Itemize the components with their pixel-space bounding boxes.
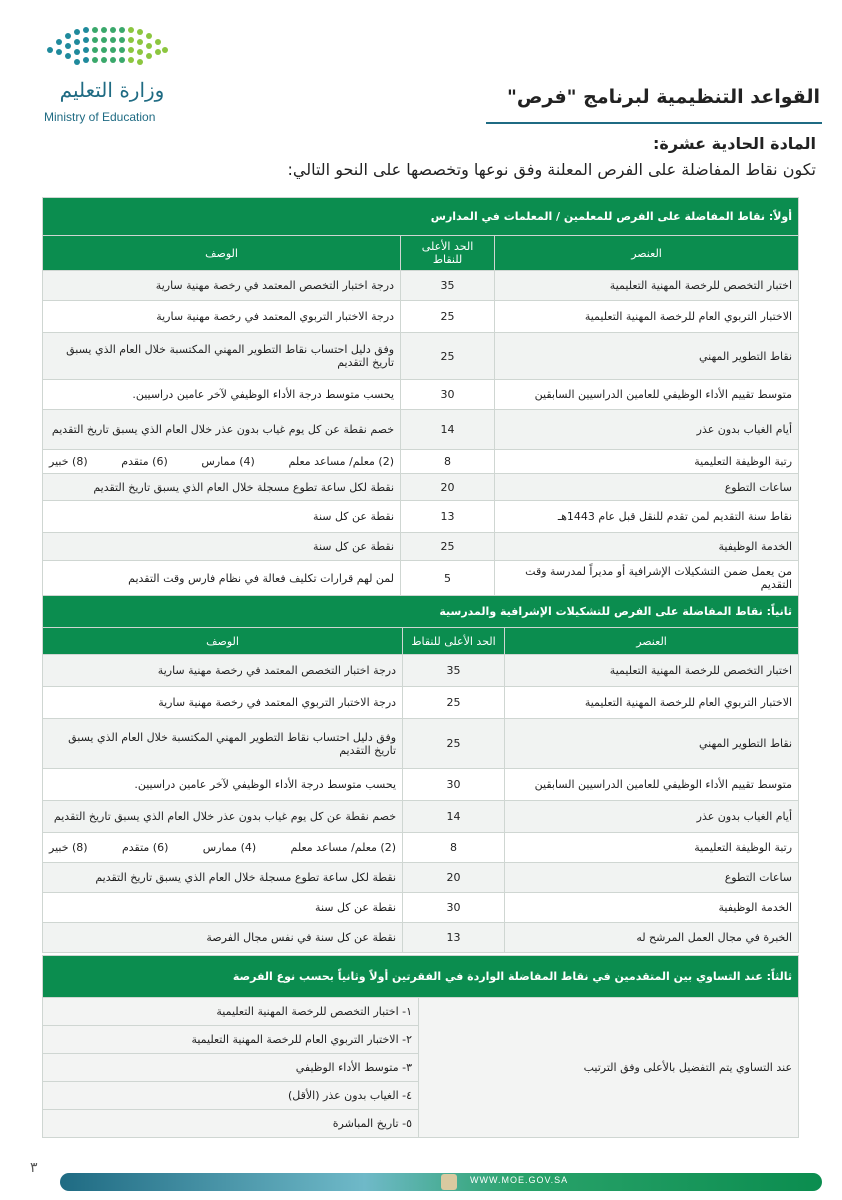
max-points-cell: 20 [401,474,495,501]
column-header-description: الوصف [43,236,401,271]
description-cell: يحسب متوسط درجة الأداء الوظيفي لآخر عامين دراسيين. [43,380,401,410]
description-cell: درجة اختبار التخصص المعتمد في رخصة مهنية سارية [43,655,403,687]
column-header-element: العنصر [495,236,799,271]
rank-label: (4) ممارس [201,455,255,468]
max-points-cell: 25 [401,301,495,333]
max-points-cell: 25 [401,333,495,380]
description-cell: درجة الاختبار التربوي المعتمد في رخصة مهنية سارية [43,301,401,333]
max-points-cell: 25 [403,719,505,769]
max-points-cell: 35 [401,271,495,301]
element-cell: اختبار التخصص للرخصة المهنية التعليمية [505,655,799,687]
tie-break-table [42,955,799,1138]
description-cell: خصم نقطة عن كل يوم غياب بدون عذر خلال العام الذي يسبق تاريخ التقديم [43,801,403,833]
page-number: ٣ [30,1160,38,1176]
max-points-cell: 5 [401,561,495,596]
description-cell: نقطة لكل ساعة تطوع مسجلة خلال العام الذي يسبق تاريخ التقديم [43,863,403,893]
table-row [43,561,799,596]
table-row [43,380,799,410]
max-points-cell: 25 [403,687,505,719]
element-cell: الخدمة الوظيفية [505,893,799,923]
table-row [43,450,799,474]
max-points-cell: 8 [403,833,505,863]
rank-label: (8) خبير [49,455,88,468]
max-points-cell: 13 [403,923,505,953]
max-points-cell: 30 [403,893,505,923]
max-points-cell: 13 [401,501,495,533]
intro-paragraph: تكون نقاط المفاضلة على الفرص المعلنة وفق نوعها وتخصصها على النحو التالي: [287,160,816,179]
element-cell: أيام الغياب بدون عذر [495,410,799,450]
title-underline [486,122,822,124]
element-cell: نقاط سنة التقديم لمن تقدم للنقل قبل عام 1443هـ [495,501,799,533]
teachers-points-table [42,197,799,596]
description-cell: يحسب متوسط درجة الأداء الوظيفي لآخر عامين دراسيين. [43,769,403,801]
rank-label: (6) متقدم [121,455,168,468]
table-row [43,271,799,301]
element-cell: رتبة الوظيفة التعليمية [505,833,799,863]
max-points-cell: 35 [403,655,505,687]
table-row [43,863,799,893]
element-cell: نقاط التطوير المهني [495,333,799,380]
tie-break-item: ٤- الغياب بدون عذر (الأقل) [43,1082,419,1110]
element-cell: من يعمل ضمن التشكيلات الإشرافية أو مديراً لمدرسة وقت التقديم [495,561,799,596]
rank-label: (4) ممارس [202,841,257,854]
max-points-cell: 25 [401,533,495,561]
table-row [43,655,799,687]
description-cell: وفق دليل احتساب نقاط التطوير المهني المكتسبة خلال العام الذي يسبق تاريخ التقديم [43,333,401,380]
table-row [43,474,799,501]
rank-label: (8) خبير [49,841,88,854]
column-header-max: الحد الأعلى للنقاط [403,628,505,655]
element-cell: ساعات التطوع [505,863,799,893]
article-heading: المادة الحادية عشرة: [653,134,816,153]
element-cell: متوسط تقييم الأداء الوظيفي للعامين الدراسيين السابقين [505,769,799,801]
description-cell: نقطة عن كل سنة في نفس مجال الفرصة [43,923,403,953]
document-title: القواعد التنظيمية لبرنامج "فرص" [506,86,820,108]
element-cell: نقاط التطوير المهني [505,719,799,769]
max-points-cell: 20 [403,863,505,893]
table-row [43,501,799,533]
logo-english-text: Ministry of Education [44,110,156,124]
table-row [43,333,799,380]
tie-break-condition: عند التساوي يتم التفضيل بالأعلى وفق الترتيب [419,998,799,1138]
table-row [43,301,799,333]
max-points-cell: 14 [401,410,495,450]
max-points-cell: 8 [401,450,495,474]
description-cell: نقطة لكل ساعة تطوع مسجلة خلال العام الذي يسبق تاريخ التقديم [43,474,401,501]
description-cell: لمن لهم قرارات تكليف فعالة في نظام فارس وقت التقديم [43,561,401,596]
table-row [43,801,799,833]
rank-label: (2) معلم/ مساعد معلم [290,841,397,854]
table-row [43,923,799,953]
logo-dots-icon [44,20,169,68]
description-cell: خصم نقطة عن كل يوم غياب بدون عذر خلال العام الذي يسبق تاريخ التقديم [43,410,401,450]
logo-arabic-text: وزارة التعليم [59,78,165,102]
description-cell: درجة اختبار التخصص المعتمد في رخصة مهنية سارية [43,271,401,301]
tie-break-item: ٥- تاريخ المباشرة [43,1110,419,1138]
max-points-cell: 30 [401,380,495,410]
section-title: أولاً: نقاط المفاضلة على الفرص للمعلمين / المعلمات في المدارس [43,198,799,236]
max-points-cell: 30 [403,769,505,801]
tie-break-item: ١- اختبار التخصص للرخصة المهنية التعليمية [43,998,419,1026]
description-cell: نقطة عن كل سنة [43,533,401,561]
ranks-cell [43,450,401,474]
max-points-cell: 14 [403,801,505,833]
table-row [43,893,799,923]
element-cell: ساعات التطوع [495,474,799,501]
tie-break-item: ٣- متوسط الأداء الوظيفي [43,1054,419,1082]
element-cell: رتبة الوظيفة التعليمية [495,450,799,474]
ministry-logo [40,18,180,124]
element-cell: متوسط تقييم الأداء الوظيفي للعامين الدراسيين السابقين [495,380,799,410]
description-cell: درجة الاختبار التربوي المعتمد في رخصة مهنية سارية [43,687,403,719]
table-row [43,687,799,719]
emblem-icon [441,1174,457,1190]
ranks-cell [43,833,403,863]
rank-label: (2) معلم/ مساعد معلم [288,455,395,468]
element-cell: الاختبار التربوي العام للرخصة المهنية التعليمية [505,687,799,719]
column-header-element: العنصر [505,628,799,655]
section-title: ثانياً: نقاط المفاضلة على الفرص للتشكيلات الإشرافية والمدرسية [43,596,799,628]
element-cell: الخدمة الوظيفية [495,533,799,561]
description-cell: نقطة عن كل سنة [43,501,401,533]
table-row [43,719,799,769]
supervisory-points-table [42,595,799,953]
table-row [43,410,799,450]
rank-label: (6) متقدم [121,841,169,854]
element-cell: الاختبار التربوي العام للرخصة المهنية التعليمية [495,301,799,333]
column-header-description: الوصف [43,628,403,655]
tie-break-item: ٢- الاختبار التربوي العام للرخصة المهنية التعليمية [43,1026,419,1054]
table-row [43,769,799,801]
element-cell: أيام الغياب بدون عذر [505,801,799,833]
description-cell: نقطة عن كل سنة [43,893,403,923]
element-cell: الخبرة في مجال العمل المرشح له [505,923,799,953]
column-header-max: الحد الأعلى للنقاط [401,236,495,271]
footer-url: WWW.MOE.GOV.SA [470,1175,569,1185]
description-cell: وفق دليل احتساب نقاط التطوير المهني المكتسبة خلال العام الذي يسبق تاريخ التقديم [43,719,403,769]
table-row [43,533,799,561]
element-cell: اختبار التخصص للرخصة المهنية التعليمية [495,271,799,301]
section-title: ثالثاً: عند التساوي بين المتقدمين في نقاط المفاضلة الواردة في الفقرتين أولاً وثانياً بحسب نوع الفرصة [43,956,799,998]
table-row [43,833,799,863]
